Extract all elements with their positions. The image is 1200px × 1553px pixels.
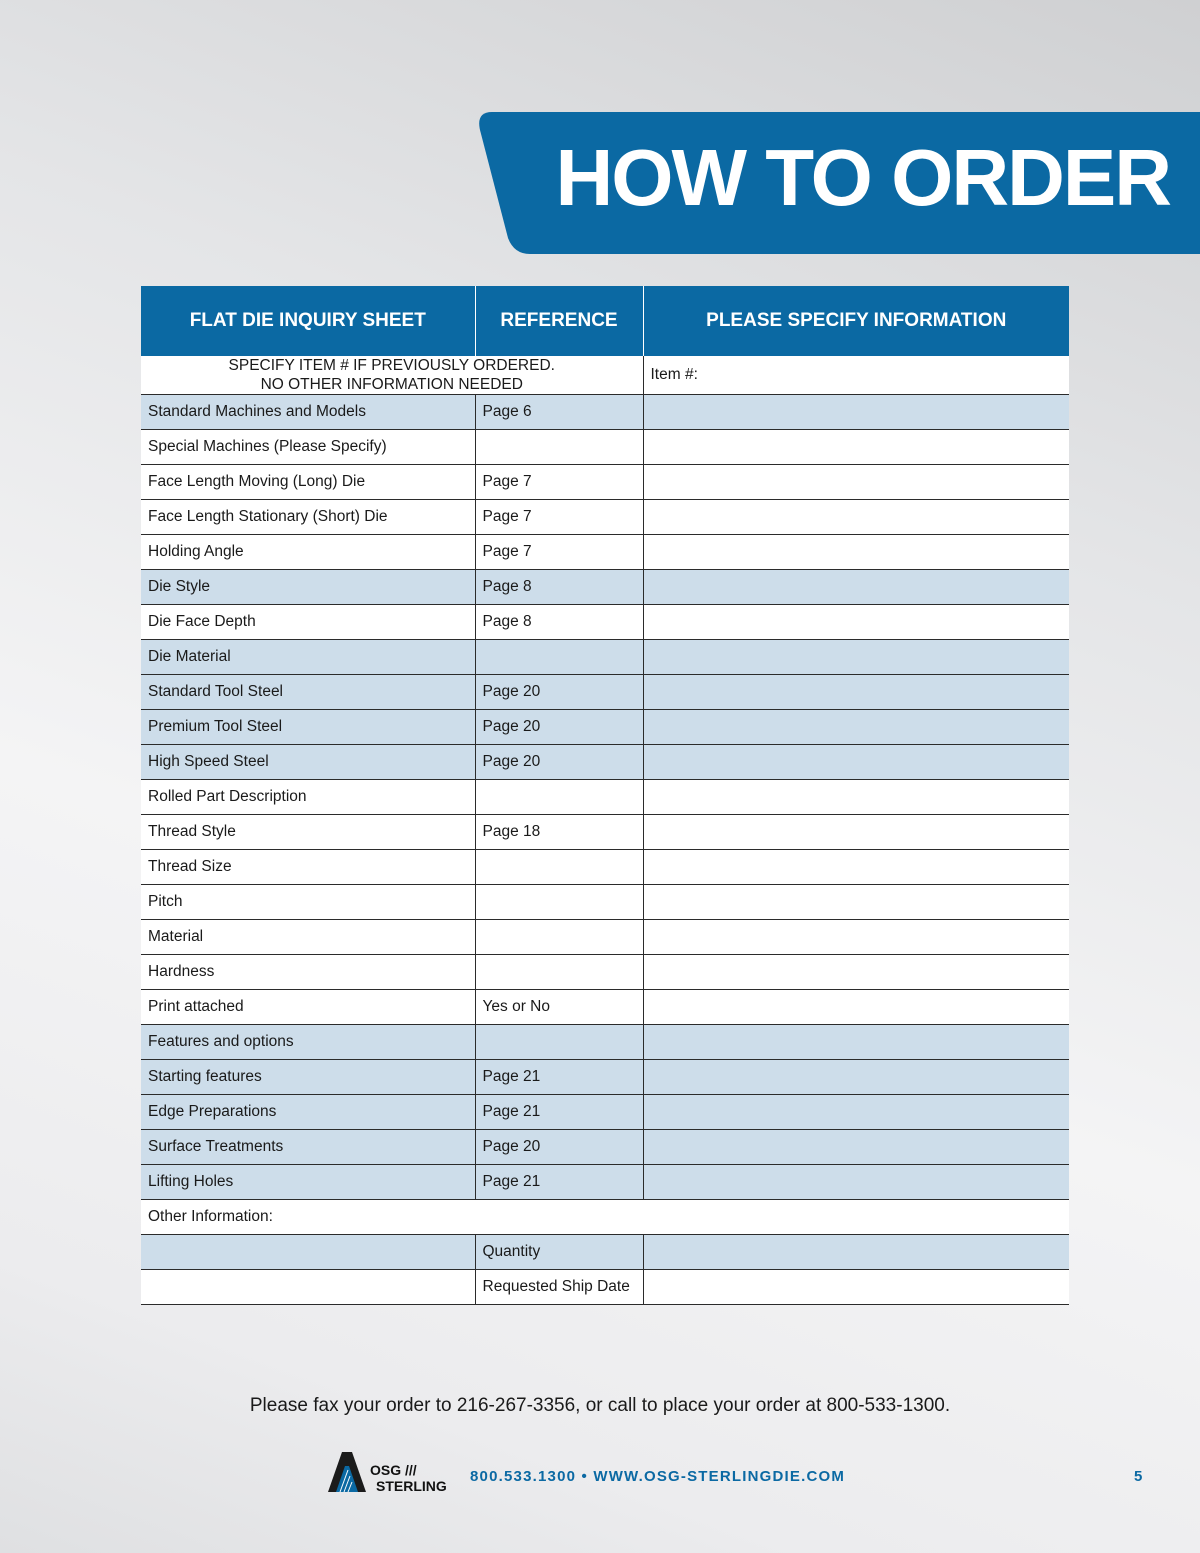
row-label: Pitch: [141, 885, 475, 920]
row-specify-input[interactable]: [643, 780, 1069, 815]
table-row: [141, 710, 1069, 745]
row-specify-input[interactable]: [643, 1165, 1069, 1200]
table-row: [141, 535, 1069, 570]
table-row: [141, 745, 1069, 780]
row-label: Die Material: [141, 640, 475, 675]
row-reference: [475, 640, 643, 675]
row-reference: Page 8: [475, 605, 643, 640]
ship-date-row: [141, 1270, 1069, 1305]
row-specify-input[interactable]: [643, 990, 1069, 1025]
quantity-row: [141, 1235, 1069, 1270]
row-label: Thread Size: [141, 850, 475, 885]
row-specify-input[interactable]: [643, 1025, 1069, 1060]
row-label: Face Length Stationary (Short) Die: [141, 500, 475, 535]
table-row: [141, 640, 1069, 675]
row-label: Die Face Depth: [141, 605, 475, 640]
row-specify-input[interactable]: [643, 745, 1069, 780]
logo-text-osg: OSG ///: [370, 1462, 417, 1478]
row-reference: Page 20: [475, 675, 643, 710]
row-label: Premium Tool Steel: [141, 710, 475, 745]
row-label: Die Style: [141, 570, 475, 605]
table-row: [141, 570, 1069, 605]
row-label: High Speed Steel: [141, 745, 475, 780]
row-label: Edge Preparations: [141, 1095, 475, 1130]
previous-order-note: [141, 356, 643, 395]
row-specify-input[interactable]: [643, 500, 1069, 535]
table-row: [141, 955, 1069, 990]
row-specify-input[interactable]: [643, 465, 1069, 500]
row-label: Special Machines (Please Specify): [141, 430, 475, 465]
header-inquiry-sheet: FLAT DIE INQUIRY SHEET: [141, 286, 475, 356]
table-row: [141, 430, 1069, 465]
contact-info: 800.533.1300 • WWW.OSG-STERLINGDIE.COM: [470, 1468, 846, 1485]
quantity-label: Quantity: [475, 1235, 643, 1270]
row-specify-input[interactable]: [643, 815, 1069, 850]
logo-text-sterling: STERLING: [376, 1478, 447, 1494]
row-specify-input[interactable]: [643, 430, 1069, 465]
page-number: 5: [1134, 1468, 1143, 1485]
row-reference: Page 20: [475, 745, 643, 780]
row-label: Standard Machines and Models: [141, 395, 475, 430]
note-line-2: NO OTHER INFORMATION NEEDED: [260, 376, 523, 393]
table-row: [141, 850, 1069, 885]
row-reference: Page 7: [475, 500, 643, 535]
row-specify-input[interactable]: [643, 1060, 1069, 1095]
row-reference: Page 18: [475, 815, 643, 850]
fax-order-note: Please fax your order to 216-267-3356, or call to place your order at 800-533-1300.: [249, 1395, 951, 1416]
row-reference: Page 21: [475, 1095, 643, 1130]
table-row: [141, 465, 1069, 500]
table-row: [141, 1060, 1069, 1095]
row-reference: Page 8: [475, 570, 643, 605]
table-row: [141, 605, 1069, 640]
table-header-row: [141, 286, 1069, 356]
item-number-field[interactable]: Item #:: [643, 356, 1069, 395]
row-reference: [475, 430, 643, 465]
row-reference: Yes or No: [475, 990, 643, 1025]
row-reference: Page 6: [475, 395, 643, 430]
table-row: [141, 395, 1069, 430]
row-specify-input[interactable]: [643, 920, 1069, 955]
row-reference: [475, 885, 643, 920]
row-label: Hardness: [141, 955, 475, 990]
row-reference: Page 21: [475, 1165, 643, 1200]
ship-date-label: Requested Ship Date: [475, 1270, 643, 1305]
item-number-row: [141, 356, 1069, 395]
row-label: Surface Treatments: [141, 1130, 475, 1165]
table-row: [141, 1130, 1069, 1165]
row-specify-input[interactable]: [643, 885, 1069, 920]
table-row: [141, 1025, 1069, 1060]
other-information-field[interactable]: Other Information:: [141, 1200, 1069, 1235]
row-reference: Page 7: [475, 465, 643, 500]
row-reference: Page 20: [475, 1130, 643, 1165]
flat-die-inquiry-table: [141, 286, 1069, 1305]
ship-date-blank-cell: [141, 1270, 475, 1305]
header-specify-information: PLEASE SPECIFY INFORMATION: [643, 286, 1069, 356]
table-row: [141, 1095, 1069, 1130]
row-reference: [475, 955, 643, 990]
osg-sterling-logo: [328, 1452, 458, 1494]
page-title: HOW TO ORDER: [555, 133, 1170, 222]
table-row: [141, 920, 1069, 955]
row-label: Starting features: [141, 1060, 475, 1095]
table-row: [141, 780, 1069, 815]
table-row: [141, 500, 1069, 535]
quantity-blank-cell: [141, 1235, 475, 1270]
row-label: Standard Tool Steel: [141, 675, 475, 710]
row-specify-input[interactable]: [643, 710, 1069, 745]
row-specify-input[interactable]: [643, 570, 1069, 605]
row-label: Face Length Moving (Long) Die: [141, 465, 475, 500]
row-specify-input[interactable]: [643, 535, 1069, 570]
row-label: Material: [141, 920, 475, 955]
row-specify-input[interactable]: [643, 640, 1069, 675]
table-row: [141, 885, 1069, 920]
row-reference: [475, 780, 643, 815]
ship-date-input[interactable]: [643, 1270, 1069, 1305]
other-information-row: [141, 1200, 1069, 1235]
row-label: Rolled Part Description: [141, 780, 475, 815]
note-line-1: SPECIFY ITEM # IF PREVIOUSLY ORDERED.: [228, 357, 555, 374]
page-footer: [0, 1450, 1200, 1500]
row-specify-input[interactable]: [643, 605, 1069, 640]
title-banner: [478, 112, 1200, 254]
row-reference: [475, 1025, 643, 1060]
row-reference: Page 7: [475, 535, 643, 570]
row-label: Holding Angle: [141, 535, 475, 570]
row-label: Thread Style: [141, 815, 475, 850]
row-specify-input[interactable]: [643, 850, 1069, 885]
row-specify-input[interactable]: [643, 955, 1069, 990]
row-reference: Page 21: [475, 1060, 643, 1095]
row-reference: [475, 920, 643, 955]
header-reference: REFERENCE: [475, 286, 643, 356]
row-reference: Page 20: [475, 710, 643, 745]
row-reference: [475, 850, 643, 885]
table-row: [141, 990, 1069, 1025]
table-row: [141, 815, 1069, 850]
table-row: [141, 675, 1069, 710]
row-specify-input[interactable]: [643, 1130, 1069, 1165]
row-label: Lifting Holes: [141, 1165, 475, 1200]
row-label: Print attached: [141, 990, 475, 1025]
table-row: [141, 1165, 1069, 1200]
row-specify-input[interactable]: [643, 675, 1069, 710]
row-specify-input[interactable]: [643, 395, 1069, 430]
quantity-input[interactable]: [643, 1235, 1069, 1270]
row-specify-input[interactable]: [643, 1095, 1069, 1130]
row-label: Features and options: [141, 1025, 475, 1060]
